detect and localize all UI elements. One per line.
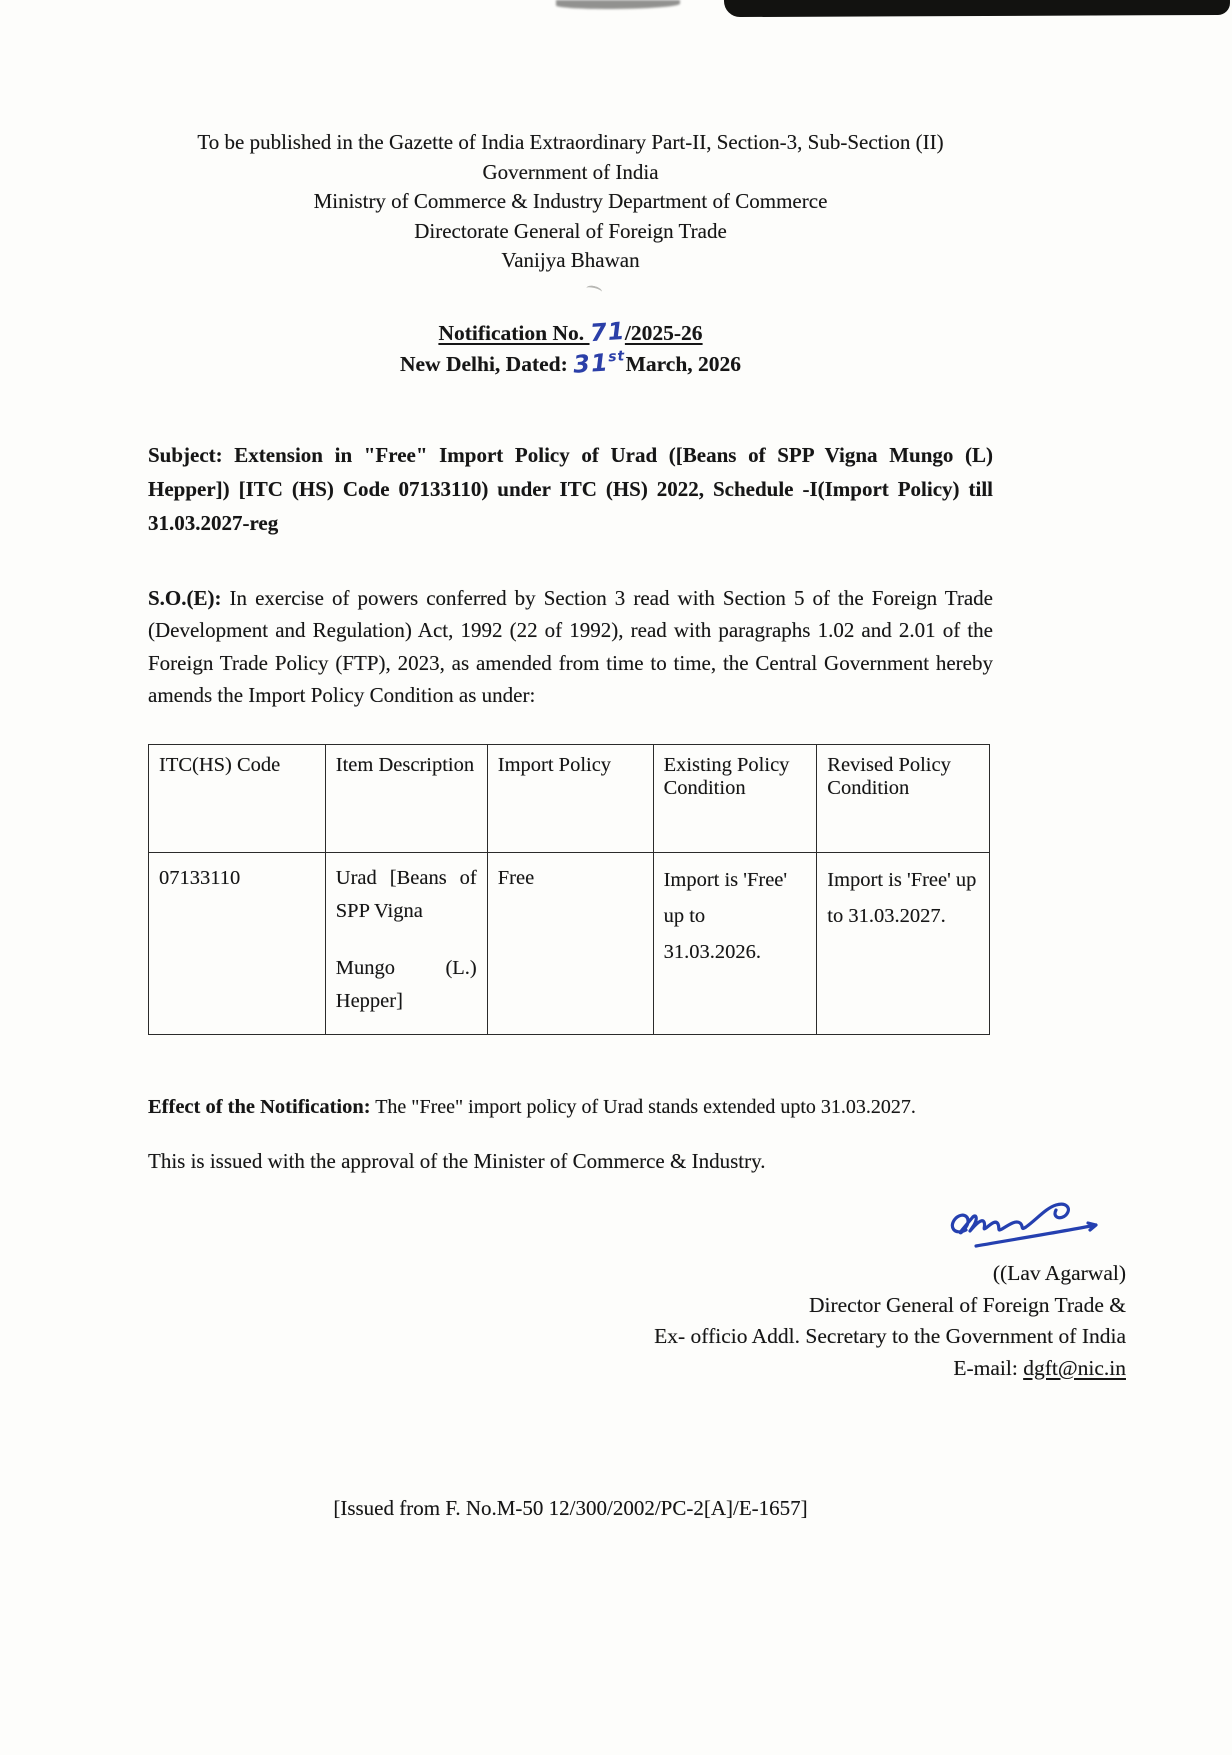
header-existing-policy-condition: Existing Policy Condition (653, 744, 817, 852)
header-revised-policy-condition: Revised Policy Condition (817, 744, 990, 852)
email-line (654, 1353, 1126, 1385)
header-import-policy: Import Policy (487, 744, 653, 852)
email-label: E-mail: (953, 1355, 1024, 1380)
item-description-part2: Mungo (L.) Hepper] (335, 956, 477, 1012)
handwritten-notification-number: 71 (588, 316, 626, 347)
effect-label: Effect of the Notification: (148, 1095, 371, 1118)
signature-ink (870, 1196, 1120, 1258)
handwritten-day: 31 (572, 347, 610, 379)
letterhead (148, 128, 993, 276)
approval-paragraph: This is issued with the approval of the Minister of Commerce & Industry. (148, 1148, 766, 1173)
email-link: dgft@nic.in (1023, 1355, 1126, 1380)
signatory-title-2: Ex- officio Addl. Secretary to the Government of India (654, 1324, 1126, 1348)
handwritten-ordinal: st (607, 347, 626, 365)
notification-title-prefix: Notification No. (438, 320, 590, 345)
so-paragraph (148, 582, 993, 712)
signatory-title-1: Director General of Foreign Trade & (808, 1292, 1126, 1317)
cell-existing-condition: Import is 'Free' up to 31.03.2026. (653, 852, 817, 1034)
so-label: S.O.(E): (148, 585, 222, 610)
signature-block (654, 1196, 1126, 1384)
effect-paragraph (148, 1091, 993, 1123)
dateline-prefix: New Delhi, Dated: (399, 351, 574, 376)
notification-heading-block (148, 318, 993, 380)
cell-revised-condition: Import is 'Free' up to 31.03.2027. (817, 852, 990, 1034)
table-row (149, 852, 990, 1034)
effect-text: The "Free" import policy of Urad stands extended upto 31.03.2027. (370, 1095, 916, 1118)
file-number-line: [Issued from F. No.M-50 12/300/2002/PC-2[A]/E-1657] (333, 1496, 808, 1520)
notification-title-suffix: /2025-26 (624, 320, 703, 345)
cell-import-policy: Free (487, 852, 653, 1034)
dateline (148, 349, 993, 380)
government-line: Government of India (482, 159, 659, 184)
handwritten-date (572, 347, 626, 379)
gazette-line: To be published in the Gazette of India Extraordinary Part-II, Section-3, Sub-Section (II) (197, 130, 944, 154)
cell-item-description (325, 852, 487, 1034)
cell-itc-code: 07133110 (149, 852, 326, 1034)
dateline-suffix: March, 2026 (625, 351, 742, 376)
signatory-name: ((Lav Agarwal) (992, 1261, 1126, 1285)
so-text: In exercise of powers conferred by Section 3 read with Section 5 of the Foreign Trade (Development and Regulation) Act, 1992 (22 of 1992), read with paragraphs 1.02 and 2.01 of the Foreign Trade Policy (FTP), 2023, as amended from time to time, the Central Government hereby amends the Import Policy Condition as under: (148, 585, 993, 707)
header-item-description: Item Description (325, 744, 487, 852)
building-line: Vanijya Bhawan (501, 248, 640, 272)
directorate-line: Directorate General of Foreign Trade (414, 218, 727, 243)
table-header-row (149, 744, 990, 852)
document-body (148, 0, 993, 1174)
notification-number-line (148, 318, 993, 349)
subject-paragraph: Subject: Extension in "Free" Import Policy of Urad ([Beans of SPP Vigna Mungo (L) Hepper]) [ITC (HS) Code 07133110) under ITC (HS) 2022, Schedule -I(Import Policy) till 31.03.2027-reg (148, 442, 993, 535)
ministry-line: Ministry of Commerce & Industry Department of Commerce (313, 189, 828, 213)
import-policy-table (148, 744, 990, 1035)
header-itc-hs-code: ITC(HS) Code (149, 744, 326, 852)
item-description-part1: Urad [Beans of SPP Vigna (335, 866, 477, 922)
